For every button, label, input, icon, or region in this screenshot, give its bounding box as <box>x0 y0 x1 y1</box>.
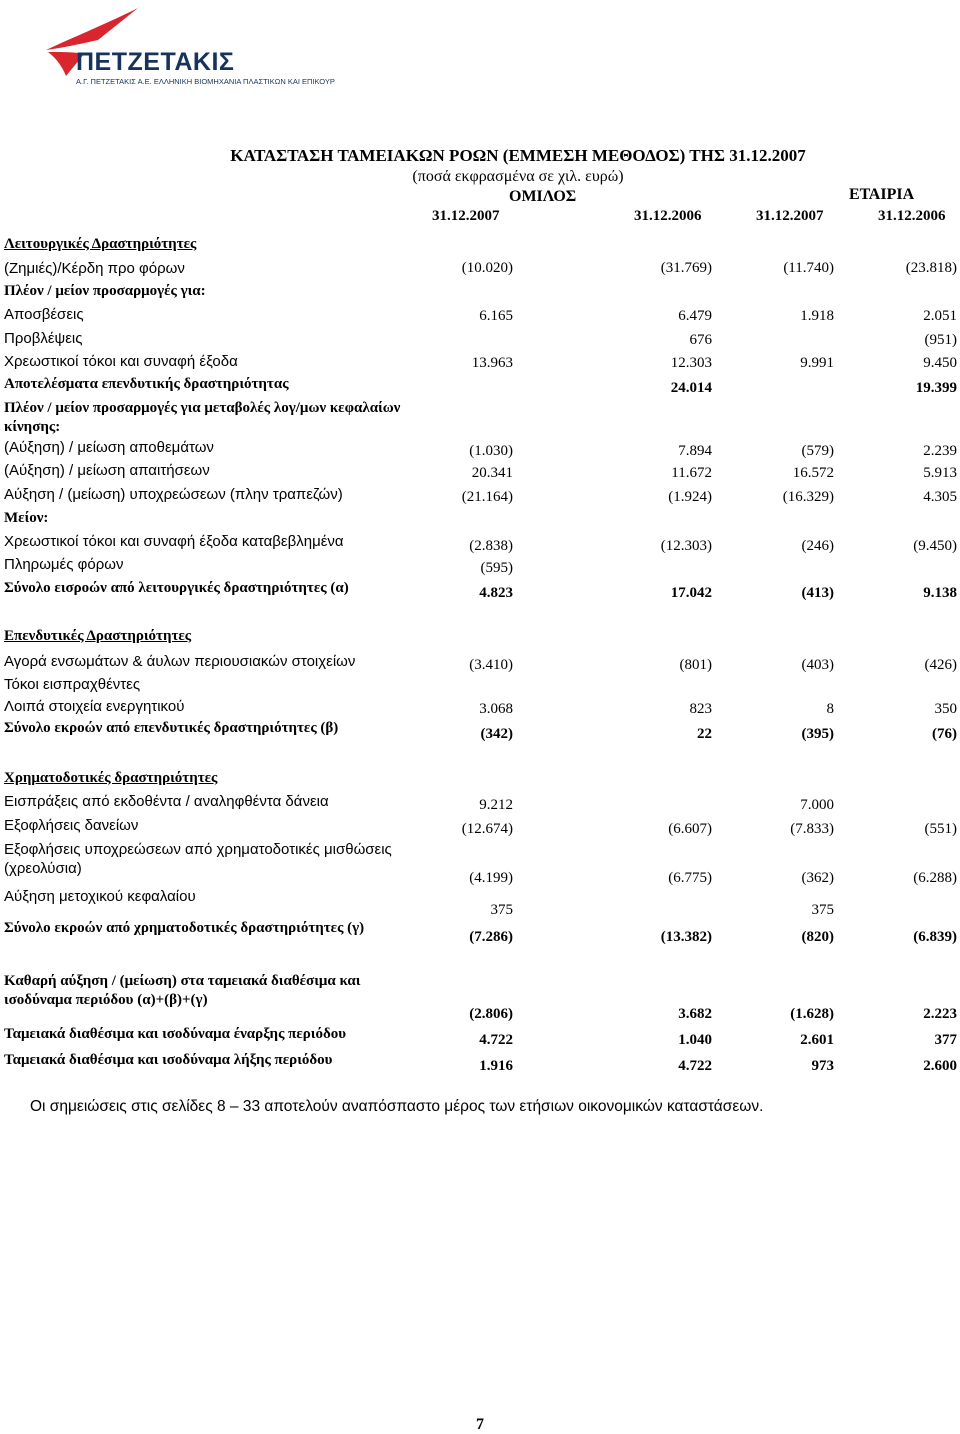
row-value: 24.014 <box>670 380 712 396</box>
row-value: (6.839) <box>913 929 957 945</box>
row-label: Ταμειακά διαθέσιμα και ισοδύναμα λήξης περιόδου <box>4 1052 333 1068</box>
row-label: (Αύξηση) / μείωση αποθεμάτων <box>4 439 214 456</box>
row-value: 4.722 <box>678 1058 712 1074</box>
row-value: (11.740) <box>783 260 834 276</box>
column-header: 31.12.2007 <box>756 208 824 224</box>
company-logo <box>36 6 335 86</box>
row-value: 22 <box>697 726 712 742</box>
page-number: 7 <box>476 1416 484 1433</box>
row-value: 9.212 <box>479 797 513 813</box>
row-label: Πλέον / μείον προσαρμογές για: <box>4 283 206 299</box>
row-label: Μείον: <box>4 510 49 526</box>
row-value: (1.030) <box>469 443 513 459</box>
row-label: Σύνολο εισροών από λειτουργικές δραστηριότητες (α) <box>4 580 349 596</box>
row-value: (246) <box>801 538 834 554</box>
row-value: 20.341 <box>471 465 513 481</box>
row-label: Χρεωστικοί τόκοι και συναφή έξοδα καταβεβλημένα <box>4 533 344 550</box>
row-value: (31.769) <box>660 260 712 276</box>
row-value: 375 <box>490 902 513 918</box>
row-value: (426) <box>924 657 957 673</box>
row-value: 3.068 <box>479 701 513 717</box>
row-label: Σύνολο εκροών από χρηματοδοτικές δραστηριότητες (γ) <box>4 920 365 936</box>
row-value: 6.165 <box>479 308 513 324</box>
row-value: (12.674) <box>461 821 513 837</box>
row-value: 17.042 <box>670 585 712 601</box>
row-value: (2.806) <box>469 1006 513 1022</box>
row-label: Σύνολο εκροών από επενδυτικές δραστηριότητες (β) <box>4 720 339 736</box>
row-label: Προβλέψεις <box>4 330 83 347</box>
row-label: (Ζημιές)/Κέρδη προ φόρων <box>4 260 185 277</box>
row-label: Αύξηση μετοχικού κεφαλαίου <box>4 888 196 905</box>
row-value: 1.040 <box>678 1032 712 1048</box>
row-value: (13.382) <box>660 929 712 945</box>
row-value: 375 <box>811 902 834 918</box>
row-label: Εισπράξεις από εκδοθέντα / αναληφθέντα δάνεια <box>4 793 329 810</box>
row-label: Αγορά ενσωμάτων & άυλων περιουσιακών στοιχείων <box>4 653 356 670</box>
row-value: 4.305 <box>923 489 957 505</box>
row-value: 823 <box>689 701 712 717</box>
row-value: 3.682 <box>678 1006 712 1022</box>
row-value: 2.223 <box>923 1006 957 1022</box>
row-value: 6.479 <box>678 308 712 324</box>
column-header: 31.12.2006 <box>878 208 946 224</box>
row-label: Χρηματοδοτικές δραστηριότητες <box>4 770 218 786</box>
row-value: 676 <box>689 332 712 348</box>
row-value: (3.410) <box>469 657 513 673</box>
row-value: 8 <box>826 701 834 717</box>
footnote: Οι σημειώσεις στις σελίδες 8 – 33 αποτελούν αναπόσπαστο μέρος των ετήσιων οικονομικών καταστάσεων. <box>30 1098 764 1115</box>
row-value: 13.963 <box>471 355 513 371</box>
row-value: (1.628) <box>790 1006 834 1022</box>
row-label: Καθαρή αύξηση / (μείωση) στα ταμειακά διαθέσιμα και ισοδύναμα περιόδου (α)+(β)+(γ) <box>4 973 361 1008</box>
row-value: 350 <box>934 701 957 717</box>
page-title: ΚΑΤΑΣΤΑΣΗ ΤΑΜΕΙΑΚΩΝ ΡΟΩΝ (ΕΜΜΕΣΗ ΜΕΘΟΔΟΣ) ΤΗΣ 31.12.2007 <box>230 146 806 165</box>
row-value: (342) <box>480 726 513 742</box>
company-header: ΕΤΑΙΡΙΑ <box>849 186 915 203</box>
row-label: Πληρωμές φόρων <box>4 556 124 573</box>
row-value: 2.051 <box>923 308 957 324</box>
row-value: 4.823 <box>479 585 513 601</box>
row-value: (403) <box>801 657 834 673</box>
row-label: Χρεωστικοί τόκοι και συναφή έξοδα <box>4 353 238 370</box>
row-label: Λοιπά στοιχεία ενεργητικού <box>4 698 185 715</box>
row-value: (551) <box>924 821 957 837</box>
row-label: Επενδυτικές Δραστηριότητες <box>4 628 192 644</box>
row-value: (595) <box>480 560 513 576</box>
row-value: 2.600 <box>923 1058 957 1074</box>
column-header: 31.12.2007 <box>432 208 500 224</box>
row-label: Πλέον / μείον προσαρμογές για μεταβολές λογ/μων κεφαλαίων κίνησης: <box>4 400 401 435</box>
row-value: 9.450 <box>923 355 957 371</box>
row-label: Εξοφλήσεις δανείων <box>4 817 139 834</box>
logo-name: ΠΕΤΖΕΤΑΚΙΣ <box>76 48 235 76</box>
page-subtitle: (ποσά εκφρασμένα σε χιλ. ευρώ) <box>412 168 624 185</box>
column-header: 31.12.2006 <box>634 208 702 224</box>
row-value: 12.303 <box>670 355 712 371</box>
row-value: (951) <box>924 332 957 348</box>
row-label: Αύξηση / (μείωση) υποχρεώσεων (πλην τραπεζών) <box>4 486 343 503</box>
row-value: 19.399 <box>915 380 957 396</box>
row-value: (76) <box>932 726 957 742</box>
row-label: Αποσβέσεις <box>4 306 84 323</box>
row-label: (Αύξηση) / μείωση απαιτήσεων <box>4 462 210 479</box>
row-value: (579) <box>801 443 834 459</box>
row-label: Αποτελέσματα επενδυτικής δραστηριότητας <box>4 376 289 392</box>
row-value: (6.607) <box>668 821 712 837</box>
row-value: 9.138 <box>923 585 957 601</box>
logo-tagline: Α.Γ. ΠΕΤΖΕΤΑΚΙΣ Α.Ε. ΕΛΛΗΝΙΚΗ ΒΙΟΜΗΧΑΝΙΑ ΠΛΑΣΤΙΚΩΝ ΚΑΙ ΕΠΙΚΟΥΡ <box>76 77 335 86</box>
row-value: (23.818) <box>905 260 957 276</box>
row-label: Εξοφλήσεις υποχρεώσεων από χρηματοδοτικές μισθώσεις (χρεολύσια) <box>4 841 392 877</box>
row-value: 11.672 <box>671 465 712 481</box>
row-value: 1.918 <box>800 308 834 324</box>
row-value: (12.303) <box>660 538 712 554</box>
row-value: 7.000 <box>800 797 834 813</box>
group-header: ΟΜΙΛΟΣ <box>509 188 577 205</box>
row-value: (4.199) <box>469 870 513 886</box>
row-value: (7.833) <box>790 821 834 837</box>
row-value: (6.775) <box>668 870 712 886</box>
row-value: 4.722 <box>479 1032 513 1048</box>
row-value: 2.239 <box>923 443 957 459</box>
row-value: (362) <box>801 870 834 886</box>
row-value: 7.894 <box>678 443 712 459</box>
row-value: (6.288) <box>913 870 957 886</box>
row-label: Τόκοι εισπραχθέντες <box>4 676 141 693</box>
row-value: 1.916 <box>479 1058 513 1074</box>
row-value: (395) <box>801 726 834 742</box>
row-value: 5.913 <box>923 465 957 481</box>
row-value: (413) <box>801 585 834 601</box>
row-value: (21.164) <box>461 489 513 505</box>
row-value: (16.329) <box>782 489 834 505</box>
row-value: 16.572 <box>792 465 834 481</box>
row-label: Ταμειακά διαθέσιμα και ισοδύναμα έναρξης περιόδου <box>4 1026 347 1042</box>
row-value: (10.020) <box>461 260 513 276</box>
row-value: (1.924) <box>668 489 712 505</box>
row-value: (9.450) <box>913 538 957 554</box>
row-value: (801) <box>679 657 712 673</box>
row-value: 2.601 <box>800 1032 834 1048</box>
row-value: 377 <box>934 1032 957 1048</box>
row-value: (7.286) <box>469 929 513 945</box>
row-value: 9.991 <box>800 355 834 371</box>
row-value: 973 <box>811 1058 834 1074</box>
row-label: Λειτουργικές Δραστηριότητες <box>4 236 197 252</box>
row-value: (2.838) <box>469 538 513 554</box>
row-value: (820) <box>801 929 834 945</box>
